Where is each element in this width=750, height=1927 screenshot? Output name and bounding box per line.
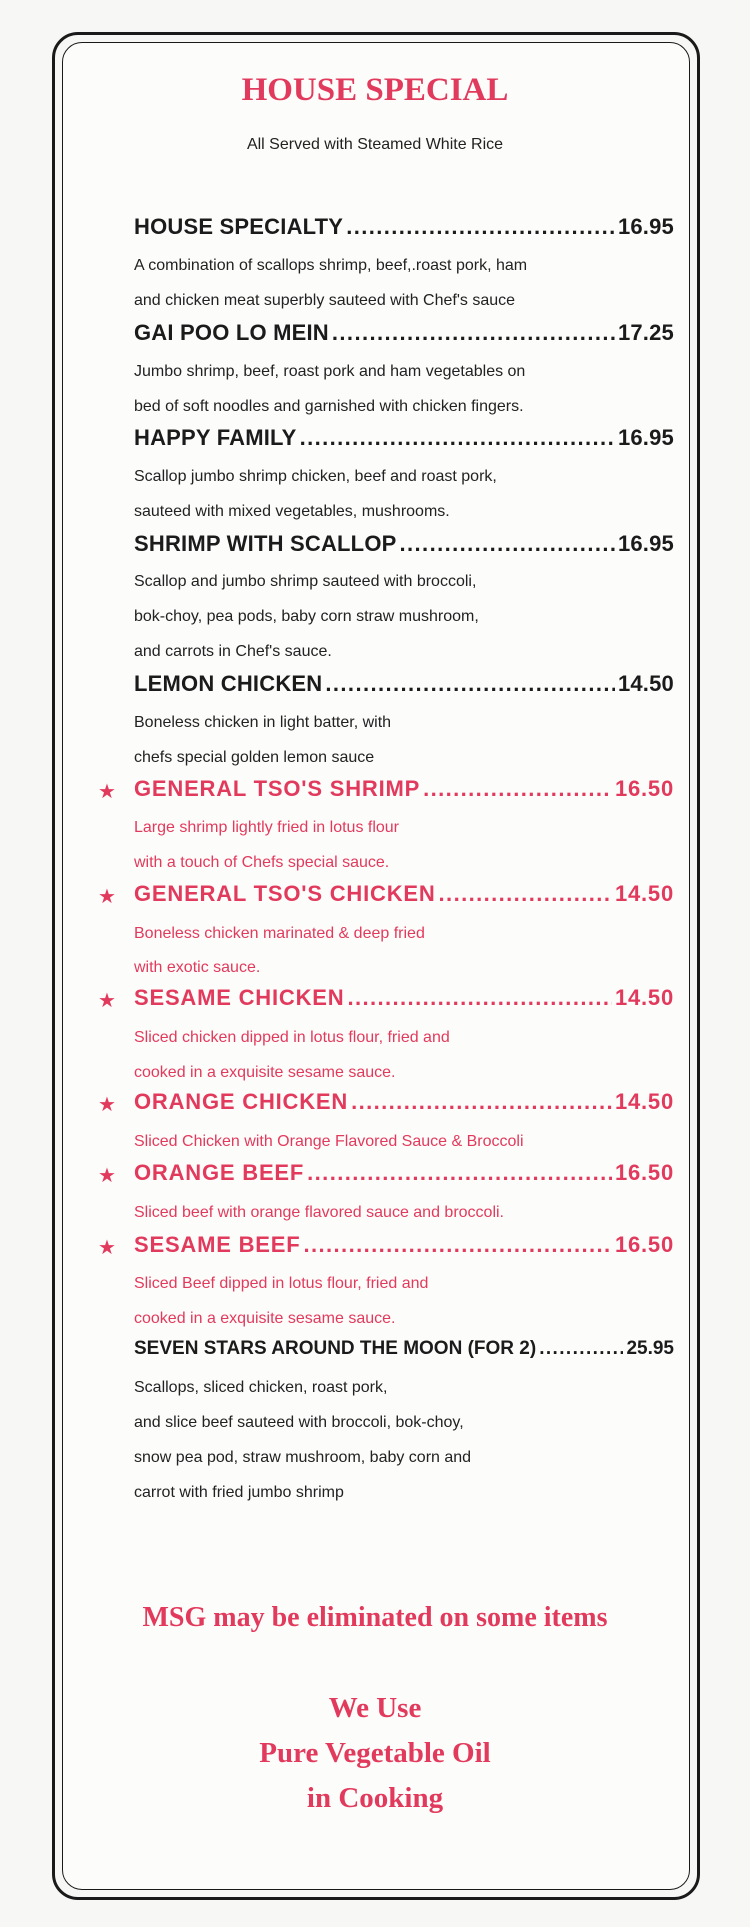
leader-dots	[304, 1232, 612, 1258]
leader-dots	[347, 985, 611, 1011]
leader-dots	[400, 531, 615, 557]
item-desc-line: with exotic sauce.	[134, 959, 261, 976]
item-price: 16.95	[617, 425, 674, 450]
item-desc-line: bok-choy, pea pods, baby corn straw mushroom,	[134, 608, 479, 625]
item-desc-line: A combination of scallops shrimp, beef,.roast pork, ham	[134, 257, 528, 274]
item-desc-line: Jumbo shrimp, beef, roast pork and ham vegetables on	[134, 363, 526, 380]
item-desc-line: chefs special golden lemon sauce	[134, 749, 375, 766]
leader-dots	[300, 425, 615, 451]
item-price: 16.95	[617, 531, 674, 556]
item-price: 16.95	[617, 214, 674, 239]
leader-dots	[439, 881, 612, 907]
item-name: SESAME BEEF	[134, 1232, 301, 1257]
item-desc-line: Large shrimp lightly fried in lotus flour	[134, 819, 400, 836]
item-name: SHRIMP WITH SCALLOP	[134, 531, 397, 556]
item-price: 25.95	[626, 1338, 674, 1359]
item-price: 14.50	[617, 671, 674, 696]
star-icon: ★	[98, 781, 116, 803]
item-price: 17.25	[617, 320, 674, 345]
oil-notice-line3: in Cooking	[306, 1782, 444, 1814]
item-desc-line: Scallops, sliced chicken, roast pork,	[134, 1379, 388, 1396]
item-desc-line: bed of soft noodles and garnished with chicken fingers.	[134, 398, 524, 415]
item-desc-line: cooked in a exquisite sesame sauce.	[134, 1064, 396, 1081]
item-desc-line: with a touch of Chefs special sauce.	[134, 854, 390, 871]
item-desc-line: Boneless chicken in light batter, with	[134, 714, 392, 731]
item-desc-line: snow pea pod, straw mushroom, baby corn and	[134, 1449, 472, 1466]
item-name: HOUSE SPECIALTY	[134, 214, 344, 239]
oil-notice-line2: Pure Vegetable Oil	[259, 1737, 491, 1769]
item-desc-line: and slice beef sauteed with broccoli, bok-choy,	[134, 1414, 464, 1431]
item-desc-line: Scallop jumbo shrimp chicken, beef and roast pork,	[134, 468, 497, 485]
menu-title: HOUSE SPECIAL	[241, 72, 509, 108]
item-price: 16.50	[614, 1232, 674, 1257]
item-name: LEMON CHICKEN	[134, 671, 323, 696]
item-name: ORANGE CHICKEN	[134, 1089, 349, 1114]
item-name: GAI POO LO MEIN	[134, 320, 329, 345]
item-desc-line: and chicken meat superbly sauteed with Chef's sauce	[134, 292, 516, 309]
item-name: SEVEN STARS AROUND THE MOON (FOR 2)	[134, 1338, 537, 1359]
star-icon: ★	[98, 886, 116, 908]
leader-dots	[539, 1338, 623, 1360]
oil-notice-line1: We Use	[328, 1692, 422, 1724]
item-desc-line: Sliced beef with orange flavored sauce and broccoli.	[134, 1204, 504, 1221]
menu-subtitle: All Served with Steamed White Rice	[246, 136, 504, 153]
star-icon: ★	[98, 1237, 116, 1259]
item-name: SESAME CHICKEN	[134, 985, 345, 1010]
item-price: 14.50	[614, 881, 674, 906]
leader-dots	[346, 214, 615, 240]
leader-dots	[325, 671, 615, 697]
item-name: HAPPY FAMILY	[134, 425, 297, 450]
item-desc-line: and carrots in Chef's sauce.	[134, 643, 332, 660]
item-desc-line: Sliced Chicken with Orange Flavored Sauce & Broccoli	[134, 1133, 524, 1150]
item-desc-line: carrot with fried jumbo shrimp	[134, 1484, 344, 1501]
item-name: GENERAL TSO'S CHICKEN	[134, 881, 436, 906]
leader-dots	[351, 1089, 612, 1115]
item-desc-line: Sliced chicken dipped in lotus flour, fried and	[134, 1029, 450, 1046]
star-icon: ★	[98, 1165, 116, 1187]
leader-dots	[307, 1160, 612, 1186]
star-icon: ★	[98, 1094, 116, 1116]
item-desc-line: cooked in a exquisite sesame sauce.	[134, 1310, 396, 1327]
leader-dots	[423, 776, 612, 802]
item-desc-line: Boneless chicken marinated & deep fried	[134, 925, 425, 942]
msg-notice: MSG may be eliminated on some items	[142, 1602, 608, 1633]
item-desc-line: Scallop and jumbo shrimp sauteed with broccoli,	[134, 573, 477, 590]
leader-dots	[332, 320, 615, 346]
item-name: ORANGE BEEF	[134, 1160, 305, 1185]
item-desc-line: Sliced Beef dipped in lotus flour, fried and	[134, 1275, 429, 1292]
item-price: 16.50	[614, 1160, 674, 1185]
item-name: GENERAL TSO'S SHRIMP	[134, 776, 421, 801]
item-desc-line: sauteed with mixed vegetables, mushrooms.	[134, 503, 450, 520]
item-price: 16.50	[614, 776, 674, 801]
item-price: 14.50	[614, 985, 674, 1010]
item-price: 14.50	[614, 1089, 674, 1114]
star-icon: ★	[98, 990, 116, 1012]
